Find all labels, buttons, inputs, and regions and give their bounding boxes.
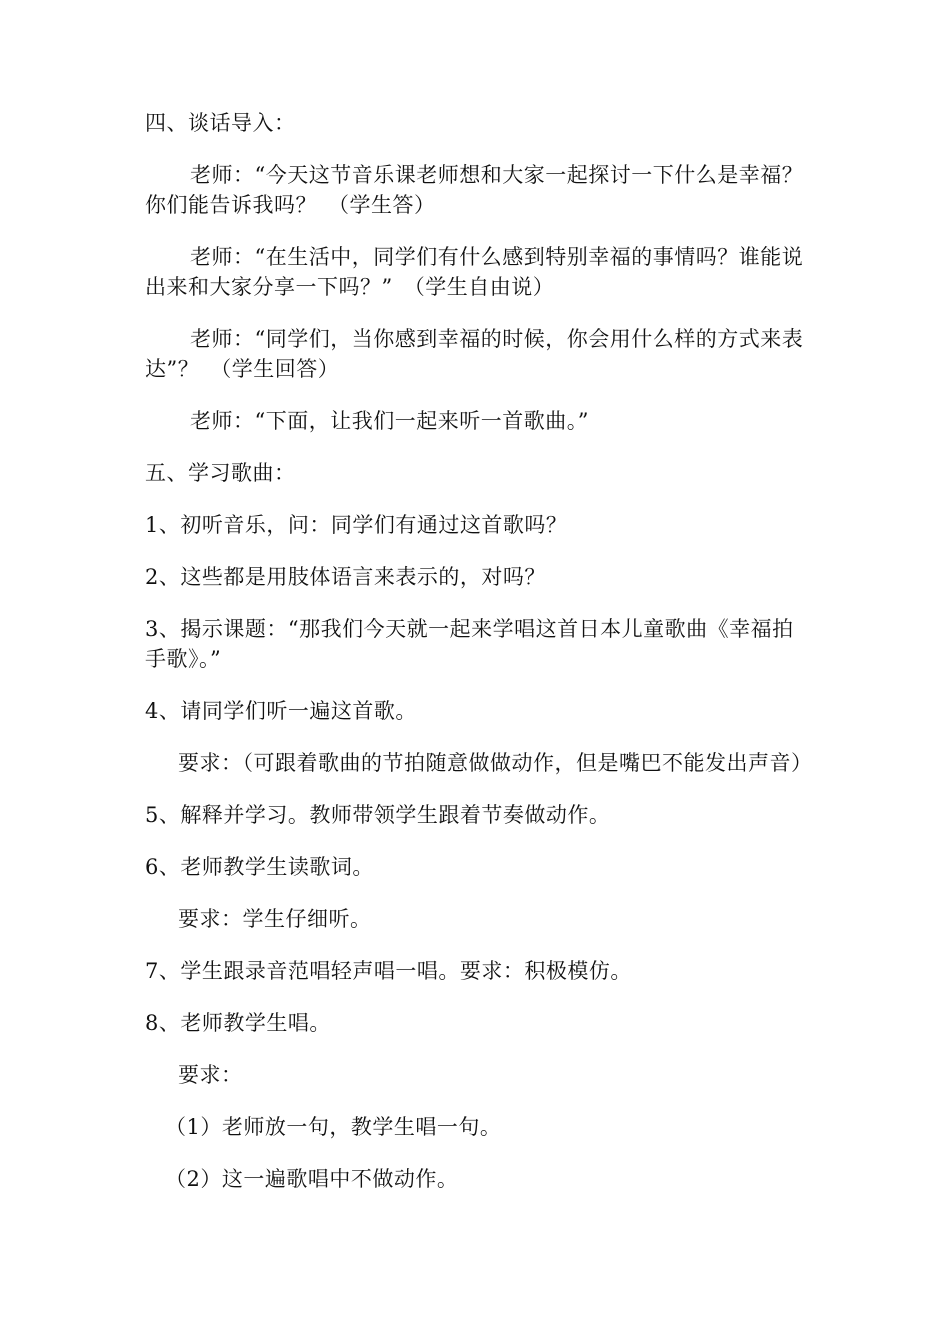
step-1: 1、初听音乐，问：同学们有通过这首歌吗？ xyxy=(145,513,568,537)
step-8: 8、老师教学生唱。 xyxy=(145,1011,331,1035)
requirement-step-6: 要求：学生仔细听。 xyxy=(178,907,372,931)
document-page xyxy=(145,108,813,1216)
step-2: 2、这些都是用肢体语言来表示的，对吗？ xyxy=(145,565,546,589)
teacher-dialogue-4: 老师：“下面，让我们一起来听一首歌曲。” xyxy=(190,409,589,433)
teacher-dialogue-1: 老师：“今天这节音乐课老师想和大家一起探讨一下什么是幸福？你们能告诉我吗？ （学生答） xyxy=(145,163,804,217)
requirement-step-4: 要求：（可跟着歌曲的节拍随意做做动作，但是嘴巴不能发出声音） xyxy=(178,751,813,775)
requirement-item-1: （1）老师放一句，教学生唱一句。 xyxy=(165,1115,502,1139)
requirement-step-8: 要求： xyxy=(178,1063,243,1087)
section-heading-learn-song: 五、学习歌曲： xyxy=(145,461,296,485)
step-3: 3、揭示课题：“那我们今天就一起来学唱这首日本儿童歌曲《幸福拍手歌》。” xyxy=(145,617,794,671)
teacher-dialogue-2: 老师：“在生活中，同学们有什么感到特别幸福的事情吗？谁能说出来和大家分享一下吗？” （学生自由说） xyxy=(145,245,804,299)
step-5: 5、解释并学习。教师带领学生跟着节奏做动作。 xyxy=(145,803,611,827)
step-7: 7、学生跟录音范唱轻声唱一唱。要求：积极模仿。 xyxy=(145,959,632,983)
teacher-dialogue-3: 老师：“同学们，当你感到幸福的时候，你会用什么样的方式来表达”？ （学生回答） xyxy=(145,327,804,381)
requirement-item-2: （2）这一遍歌唱中不做动作。 xyxy=(165,1167,459,1191)
section-heading-intro: 四、谈话导入： xyxy=(145,111,296,135)
step-4: 4、请同学们听一遍这首歌。 xyxy=(145,699,417,723)
step-6: 6、老师教学生读歌词。 xyxy=(145,855,374,879)
